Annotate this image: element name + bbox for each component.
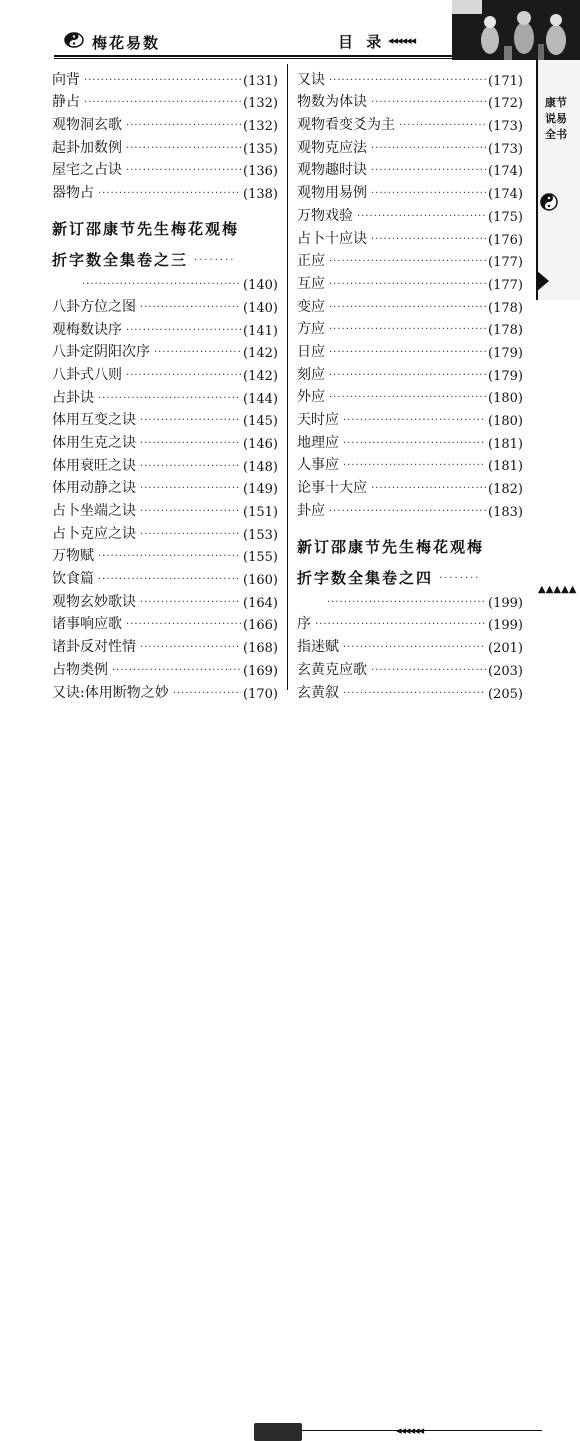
toc-entry-title: 刻应 [297,366,325,383]
leader-dots [329,370,486,381]
toc-entry-page: (175) [488,209,523,225]
toc-entry[interactable] [52,111,278,134]
leader-dots [327,597,486,608]
toc-entry[interactable] [297,452,523,475]
toc-entry-title: 又诀:体用断物之妙 [52,684,169,701]
toc-entry-title: 观物克应法 [297,139,367,156]
toc-entry-page: (174) [488,164,523,180]
toc-entry[interactable] [297,384,523,407]
header-rule [54,55,454,57]
section-heading-continued[interactable] [297,561,523,588]
section-page-line [297,588,523,611]
toc-entry-title: 占卜克应之诀 [52,525,136,542]
toc-entry-page: (144) [243,391,278,407]
toc-entry[interactable] [297,157,523,180]
toc-entry[interactable] [297,429,523,452]
page-footer [0,708,580,1437]
leader-dots [329,392,486,403]
toc-entry-page: (179) [488,368,523,384]
toc-entry-title: 器物占 [52,185,94,202]
toc-entry-title: 起卦加数例 [52,139,122,156]
toc-entry-title: 八卦定阴阳次序 [52,344,150,361]
section-heading-line2: 折字数全集卷之四 [297,568,434,587]
toc-entry-title: 序 [297,616,311,633]
leader-dots [126,370,241,381]
toc-entry-page: (201) [488,641,523,657]
column-divider [287,64,288,690]
toc-entry[interactable] [297,134,523,157]
toc-entry-page: (168) [243,641,278,657]
header-rule-thin [54,58,454,59]
leader-dots [329,75,486,86]
leader-dots [329,324,486,335]
toc-entry-title: 观物趣时诀 [297,162,367,179]
leader-dots: ········ [194,255,236,267]
toc-entry[interactable] [52,497,278,520]
toc-entry-title: 天时应 [297,412,339,428]
toc-entry[interactable] [297,248,523,271]
leader-dots [126,143,241,154]
toc-entry-title: 指迷赋 [297,639,339,656]
toc-entry-page: (142) [243,346,278,362]
toc-entry[interactable] [52,588,278,611]
taiji-icon [64,32,84,48]
toc-entry[interactable] [297,111,523,134]
toc-entry-page: (173) [488,141,523,157]
toc-entry[interactable] [52,475,278,498]
toc-entry-page: (164) [243,595,278,611]
toc-entry-page: (180) [488,391,523,407]
toc-entry-page: (172) [488,96,523,112]
toc-entry[interactable] [297,679,523,702]
leader-dots [399,120,486,131]
toc-entry-title: 卦应 [297,502,325,519]
toc-entry-title: 物数为体诀 [297,94,367,111]
leader-dots [140,483,241,494]
leader-dots [343,642,486,653]
toc-entry-title: 方应 [297,321,325,338]
toc-entry[interactable] [297,225,523,248]
toc-entry[interactable] [52,179,278,202]
toc-entry[interactable] [52,157,278,180]
toc-entry-title: 占卦诀 [52,389,94,406]
toc-entry-page: (173) [488,119,523,135]
toc-entry[interactable] [297,202,523,225]
toc-entry[interactable] [52,429,278,452]
toc-entry-title: 体用衰旺之诀 [52,457,136,474]
toc-entry[interactable] [52,89,278,112]
toc-entry-page: (171) [488,73,523,89]
toc-entry-title: 诸事响应歌 [52,616,122,633]
toc-entry[interactable] [52,611,278,634]
book-title: 梅花易数 [92,34,161,52]
toc-entry[interactable] [52,361,278,384]
toc-entry-page: (140) [243,300,278,316]
leader-dots [329,302,486,313]
toc-entry[interactable] [52,520,278,543]
toc-entry[interactable] [297,497,523,520]
leader-dots [343,415,486,426]
toc-entry[interactable] [297,270,523,293]
toc-entry-title: 八卦式八则 [52,366,122,383]
toc-entry[interactable] [297,474,523,497]
sidebar-triangle-icon [536,270,549,292]
leader-dots [173,688,241,699]
toc-entry-title: 体用生克之诀 [52,434,136,451]
toc-entry[interactable] [297,293,523,316]
toc-entry-page: (141) [243,323,278,339]
toc-entry-title: 万物戏验 [297,207,353,224]
toc-entry-title: 变应 [297,298,325,315]
toc-entry-page: (205) [488,686,523,702]
section-heading[interactable]: 新订邵康节先生梅花观梅 [297,537,485,556]
toc-entry[interactable] [52,134,278,157]
leader-dots [84,75,241,86]
toc-entry[interactable] [52,339,278,362]
toc-entry-page: (149) [243,482,278,498]
leader-dots [140,529,241,540]
toc-entry-title: 又诀 [297,71,325,88]
leader-dots [98,188,241,199]
toc-entry-page: (170) [243,686,278,702]
toc-entry-title: 正应 [297,253,325,270]
leader-dots [343,438,486,449]
section-heading-continued[interactable] [52,243,278,270]
section-page: (199) [488,595,523,611]
page-header [0,0,580,56]
toc-entry-title: 八卦方位之图 [52,298,136,315]
leader-dots [329,256,486,267]
leader-dots [98,551,241,562]
leader-dots [315,619,486,630]
leader-dots [371,188,486,199]
toc-entry-page: (176) [488,232,523,248]
toc-entry[interactable] [52,384,278,407]
toc-entry-page: (138) [243,187,278,203]
toc-entry[interactable] [52,543,278,566]
toc-entry-title: 日应 [297,343,325,360]
leader-dots [371,165,486,176]
toc-entry-title: 占物类例 [52,661,108,678]
leader-dots [371,97,486,108]
toc-entry-title: 互应 [297,275,325,292]
toc-entry[interactable] [297,338,523,361]
taiji-icon [540,193,558,211]
toc-entry-page: (160) [243,573,278,589]
toc-entry[interactable] [52,452,278,475]
leader-dots [154,347,241,358]
series-title: 康节说易全书 [545,96,567,141]
toc-entry-page: (203) [488,663,523,679]
toc-entry-title: 观物看变爻为主 [297,117,395,134]
leader-dots [140,415,241,426]
leader-dots [329,347,486,358]
toc-entry-title: 万物赋 [52,548,94,565]
toc-entry-title: 占卜十应诀 [297,230,367,247]
leader-dots [140,506,241,517]
toc-entry-page: (182) [488,482,523,498]
toc-entry-page: (169) [243,663,278,679]
leader-dots [343,688,486,699]
leader-dots [140,642,241,653]
toc-entry-page: (174) [488,187,523,203]
leader-dots [357,211,486,222]
leader-dots [371,143,486,154]
toc-entry[interactable] [52,293,278,316]
leader-dots [82,279,241,290]
footer-arrows-icon: ◂◂◂◂◂◂ [396,1424,424,1437]
header-arrows-icon: ◂◂◂◂◂◂ [388,34,416,47]
toc-entry[interactable] [297,89,523,112]
toc-entry-title: 观物玄妙歌诀 [52,593,136,610]
leader-dots [371,483,486,494]
toc-entry-title: 占卜坐端之诀 [52,503,136,519]
toc-entry-page: (177) [488,277,523,293]
leader-dots [329,506,486,517]
toc-entry[interactable] [297,406,523,429]
leader-dots [126,120,241,131]
header-illustration [452,0,580,60]
toc-entry-page: (148) [243,459,278,475]
toc-entry[interactable] [52,656,278,679]
toc-entry-title: 玄黄克应歌 [297,661,367,678]
toc-entry-page: (151) [243,505,278,520]
toc-entry-title: 论事十大应 [297,480,367,497]
toc-entry-title: 体用动静之诀 [52,480,136,497]
toc-entry[interactable] [297,316,523,339]
section-heading-line2: 折字数全集卷之三 [52,251,189,270]
leader-dots [140,302,241,313]
page-number-badge [254,1423,302,1441]
toc-entry-title: 体用互变之诀 [52,412,136,429]
leader-dots [329,279,486,290]
leader-dots [371,234,486,245]
leader-dots [98,574,241,585]
leader-dots: ········ [439,572,481,584]
toc-entry-page: (146) [243,436,278,452]
section-page-line [52,270,278,293]
toc-entry-title: 屋宅之占诀 [52,162,122,179]
leader-dots [140,461,241,472]
toc-entry-page: (181) [488,436,523,452]
toc-entry-title: 玄黄叙 [297,684,339,701]
toc-entry[interactable] [297,656,523,679]
toc-entry-title: 外应 [297,389,325,406]
toc-entry[interactable] [297,179,523,202]
section-page: (140) [243,278,278,294]
toc-entry-page: (179) [488,345,523,361]
section-heading[interactable]: 新订邵康节先生梅花观梅 [52,220,240,239]
toc-entry[interactable] [52,316,278,339]
toc-entry[interactable] [52,679,278,702]
toc-entry-title: 地理应 [297,434,339,451]
toc-entry-title: 人事应 [297,457,339,474]
toc-entry-title: 观物洞玄歌 [52,117,122,134]
toc-right-column [297,66,523,702]
toc-entry-page: (183) [488,504,523,520]
section-label: 目 录 [338,33,386,51]
toc-entry[interactable] [52,407,278,430]
toc-entry-page: (178) [488,300,523,316]
toc-entry-page: (135) [243,141,278,157]
toc-entry-page: (178) [488,323,523,339]
toc-entry-page: (199) [488,618,523,634]
leader-dots [140,438,241,449]
toc-entry[interactable] [52,633,278,656]
toc-entry-page: (177) [488,255,523,271]
leader-dots [371,665,486,676]
toc-entry-title: 静占 [52,94,80,111]
toc-entry-title: 饮食篇 [52,571,94,588]
toc-entry[interactable] [297,361,523,384]
toc-entry[interactable] [297,633,523,656]
toc-entry-title: 诸卦反对性情 [52,639,136,656]
toc-entry[interactable] [52,565,278,588]
toc-entry-page: (181) [488,459,523,475]
toc-entry-page: (142) [243,368,278,384]
toc-entry[interactable] [297,66,523,89]
toc-entry-page: (136) [243,164,278,180]
toc-entry-title: 观物用易例 [297,185,367,202]
leader-dots [84,97,241,108]
toc-entry-page: (180) [488,414,523,429]
leader-dots [126,619,241,630]
toc-entry-title: 向背 [52,71,80,88]
toc-entry-page: (132) [243,119,278,135]
leader-dots [140,597,241,608]
toc-entry-title: 观梅数诀序 [52,321,122,338]
toc-entry-page: (153) [243,527,278,543]
leader-dots [126,325,241,336]
toc-entry[interactable] [52,66,278,89]
leader-dots [343,460,486,471]
sidebar-arrows-icon: ▲▲▲▲▲ [538,584,577,595]
toc-entry-page: (132) [243,96,278,112]
toc-entry-page: (131) [243,73,278,89]
leader-dots [126,165,241,176]
toc-entry-page: (166) [243,618,278,634]
toc-entry-page: (155) [243,550,278,566]
toc-entry[interactable] [297,611,523,634]
toc-left-column [52,66,278,702]
leader-dots [112,665,241,676]
leader-dots [98,393,241,404]
toc-entry-page: (145) [243,414,278,430]
